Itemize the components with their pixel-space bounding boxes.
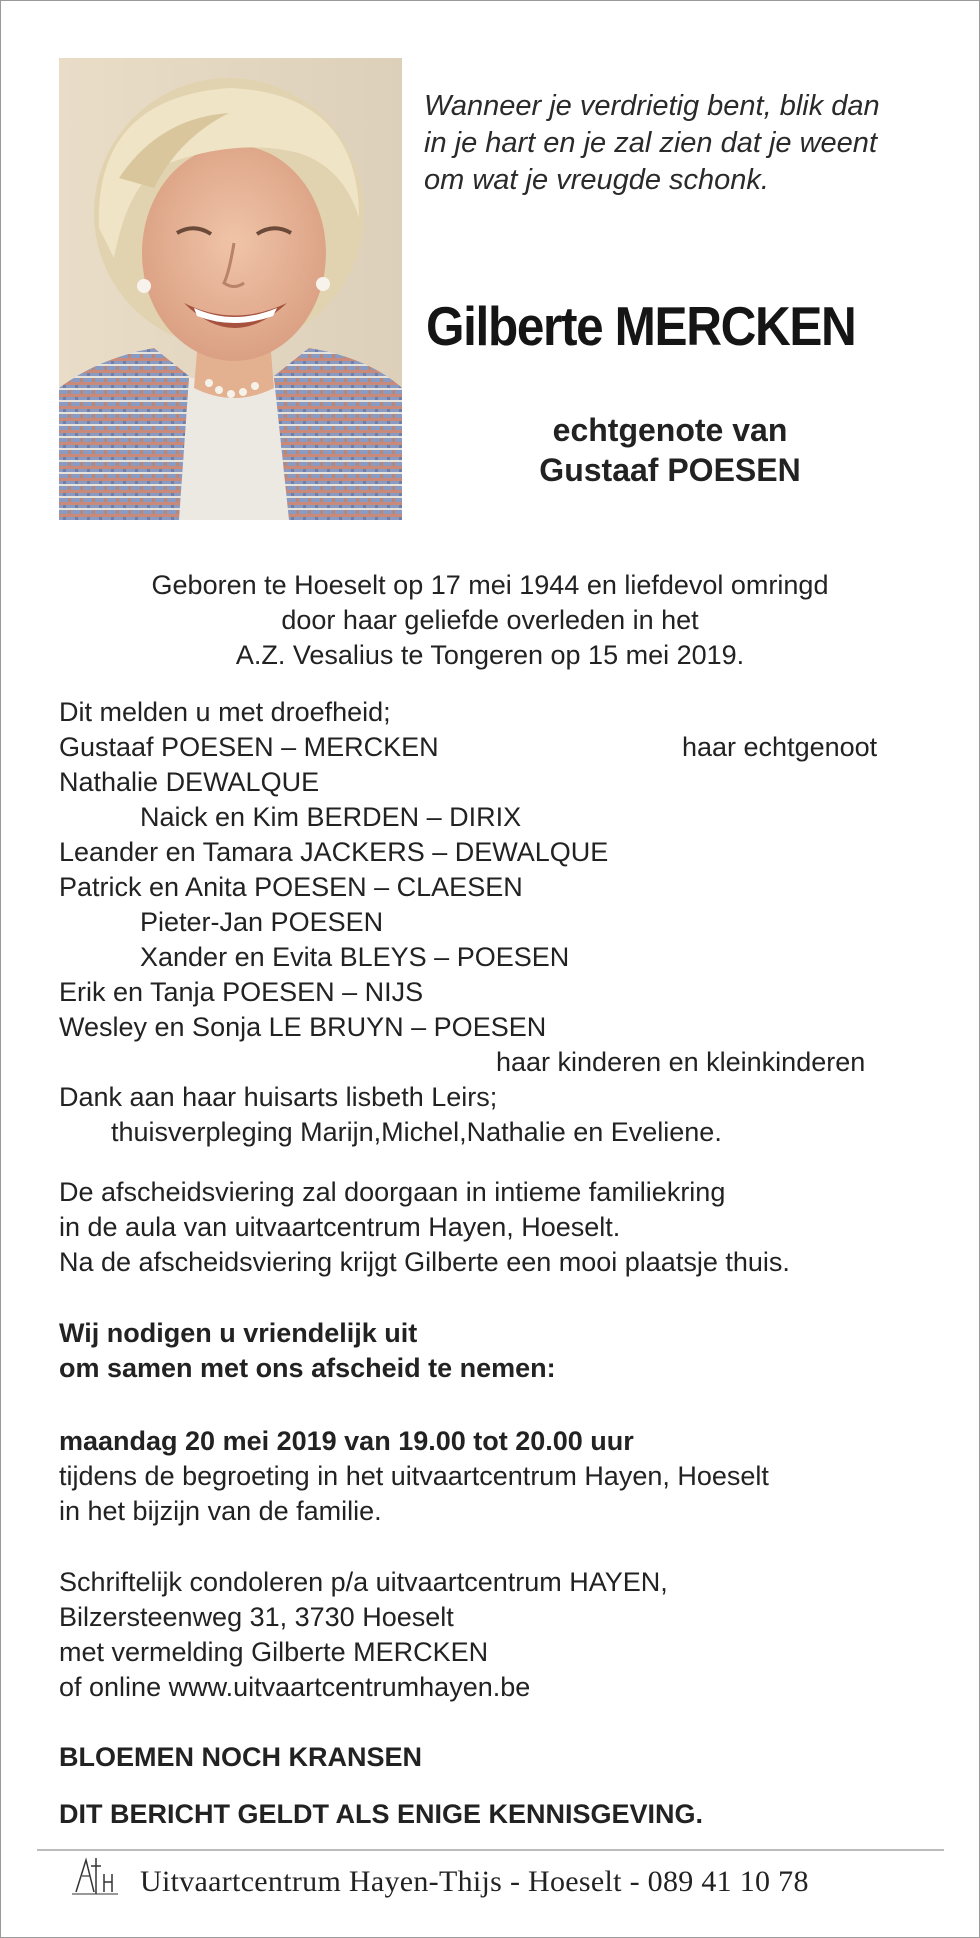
thanks-line: thuisverpleging Marijn,Michel,Nathalie en Eveliene. <box>111 1117 722 1147</box>
spouse-label: echtgenote van <box>552 412 788 448</box>
visit-line: in het bijzijn van de familie. <box>59 1496 382 1526</box>
footer-divider <box>37 1849 944 1851</box>
quote-line: om wat je vreugde schonk. <box>424 164 769 196</box>
family-member: Pieter-Jan POESEN <box>140 907 384 937</box>
invite-line: Wij nodigen u vriendelijk uit <box>59 1318 418 1348</box>
birth-death-line: door haar geliefde overleden in het <box>281 605 699 635</box>
family-role: haar echtgenoot <box>682 732 878 762</box>
spouse-name: Gustaaf POESEN <box>539 452 801 488</box>
notice-flowers: BLOEMEN NOCH KRANSEN <box>59 1742 423 1772</box>
family-member: Xander en Evita BLEYS – POESEN <box>140 942 570 972</box>
ceremony-line: in de aula van uitvaartcentrum Hayen, Hoeselt. <box>59 1212 621 1242</box>
family-member: Naick en Kim BERDEN – DIRIX <box>140 802 522 832</box>
quote-line: Wanneer je verdrietig bent, blik dan <box>424 90 880 122</box>
deceased-name: Gilberte MERCKEN <box>426 295 856 357</box>
visit-date: maandag 20 mei 2019 van 19.00 tot 20.00 uur <box>59 1426 634 1456</box>
quote-line: in je hart en je zal zien dat je weent <box>424 127 877 159</box>
family-member: Erik en Tanja POESEN – NIJS <box>59 977 424 1007</box>
funeral-home-footer: Uitvaartcentrum Hayen-Thijs - Hoeselt - 089 41 10 78 <box>140 1865 809 1898</box>
family-member: Wesley en Sonja LE BRUYN – POESEN <box>59 1012 547 1042</box>
family-member: Nathalie DEWALQUE <box>59 767 320 797</box>
children-label: haar kinderen en kleinkinderen <box>496 1047 866 1077</box>
invite-line: om samen met ons afscheid te nemen: <box>59 1353 556 1383</box>
family-member: Leander en Tamara JACKERS – DEWALQUE <box>59 837 609 867</box>
birth-death-line: Geboren te Hoeselt op 17 mei 1944 en liefdevol omringd <box>151 570 829 600</box>
birth-death-line: A.Z. Vesalius te Tongeren op 15 mei 2019. <box>235 640 745 670</box>
family-member: Gustaaf POESEN – MERCKEN <box>59 732 439 762</box>
visit-line: tijdens de begroeting in het uitvaartcentrum Hayen, Hoeselt <box>59 1461 769 1491</box>
funeral-home-logo-icon <box>72 1854 120 1896</box>
notice-official: DIT BERICHT GELDT ALS ENIGE KENNISGEVING. <box>59 1799 704 1829</box>
condolence-line: of online www.uitvaartcentrumhayen.be <box>59 1672 531 1702</box>
condolence-line: met vermelding Gilberte MERCKEN <box>59 1637 489 1667</box>
ceremony-line: De afscheidsviering zal doorgaan in intieme familiekring <box>59 1177 726 1207</box>
condolence-line: Bilzersteenweg 31, 3730 Hoeselt <box>59 1602 454 1632</box>
family-member: Patrick en Anita POESEN – CLAESEN <box>59 872 523 902</box>
ceremony-line: Na de afscheidsviering krijgt Gilberte een mooi plaatsje thuis. <box>59 1247 790 1277</box>
announcement-intro: Dit melden u met droefheid; <box>59 697 391 727</box>
thanks-line: Dank aan haar huisarts lisbeth Leirs; <box>59 1082 498 1112</box>
condolence-line: Schriftelijk condoleren p/a uitvaartcentrum HAYEN, <box>59 1567 668 1597</box>
